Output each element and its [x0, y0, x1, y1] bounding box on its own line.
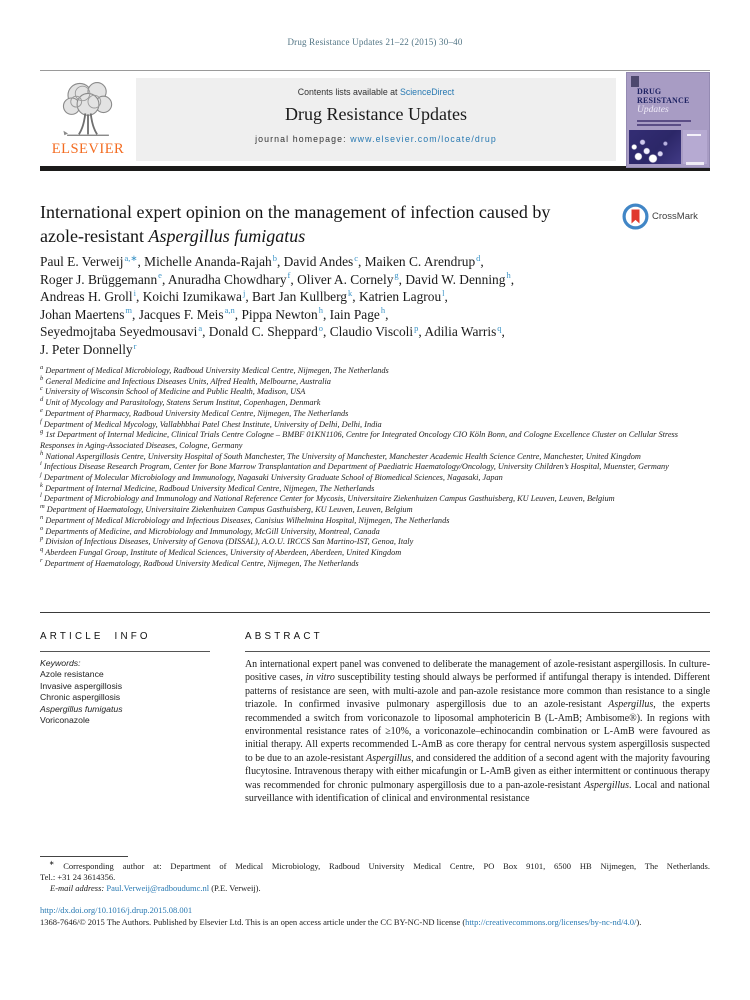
author-affiliation-superscript: k: [348, 287, 353, 298]
abstract-italic-segment: Aspergillus: [608, 699, 654, 711]
author-line: Johan Maertens$^m$, Jacques F. Meis$^{a,n}$, Pippa Newton$^h$, Iain Page$^h$,: [40, 305, 389, 322]
affiliation-item: $^q$ Aberdeen Fungal Group, Institute of Medical Sciences, University of Aberdeen, Aberdeen, United Kingdom: [40, 546, 402, 557]
keyword-item: Invasive aspergillosis: [40, 680, 123, 691]
author-affiliation-superscript: o: [318, 322, 324, 333]
cover-subtitle-bar2: [637, 124, 681, 126]
article-info-heading: ARTICLE INFO: [40, 631, 151, 642]
article-title: [40, 201, 592, 248]
affiliation-superscript: a: [40, 364, 44, 372]
abstract-segment: , and considered the addition of a second agent with the majority favouring flucytosine. Intravenous therapy with either micafungin or L-AmB given as either intermittent or continuous therapy was recommended for chronic pulmonary aspergillosis due to a pan-azole-resistant: [245, 752, 710, 791]
journal-info-box: [136, 78, 616, 161]
affiliation-item: $^e$ Department of Pharmacy, Radboud University Medical Centre, Nijmegen, The Netherlands: [40, 407, 349, 418]
author-name: Katrien Lagrou: [358, 289, 442, 305]
license-link[interactable]: http://creativecommons.org/licenses/by-nc-nd/4.0/: [465, 917, 637, 927]
author-affiliation-superscript: h: [380, 305, 386, 316]
corresponding-author-note: [40, 861, 710, 872]
author-affiliation-superscript: d: [476, 252, 481, 263]
author-affiliation-superscript: f: [287, 270, 291, 281]
affiliation-superscript: e: [40, 407, 43, 415]
abstract-text: [245, 658, 710, 805]
affiliation-item: $^l$ Department of Microbiology and Immunology and National Reference Center for Mycosis, Universitaire Ziekenhuizen Campus Gasthuisberg, KU Leuven, Leuven, Belgium: [40, 492, 615, 504]
author-affiliation-superscript: i: [133, 287, 136, 298]
affiliation-superscript: q: [40, 546, 44, 554]
author-affiliation-superscript: h: [506, 270, 511, 281]
affiliation-superscript: f: [40, 417, 42, 425]
affiliation-superscript: i: [40, 460, 42, 468]
affiliation-item: $^d$ Unit of Mycology and Parasitology, Statens Serum Institut, Copenhagen, Denmark: [40, 396, 321, 408]
author-affiliation-superscript: g: [394, 270, 399, 281]
banner-row: [40, 78, 710, 161]
affiliation-item: $^a$ Department of Medical Microbiology, Radboud University Medical Centre, Nijmegen, The Netherlands: [40, 364, 389, 375]
affiliation-item: $^o$ Departments of Medicine, and Microbiology and Immunology, McGill University, Montreal, Canada: [40, 524, 380, 536]
affiliation-superscript: g: [40, 428, 44, 436]
affiliation-item: $^g$ 1st Department of Internal Medicine, Clinical Trials Centre Cologne – BMBF 01KN1106, Centre for Integrated Oncology CIO Köln Bonn, and Cologne Excellence Cluster on Cellular Stress Responses in Aging-Associated Diseases, Cologne, Germany: [40, 428, 678, 450]
author-affiliation-superscript: e: [158, 270, 162, 281]
affiliation-superscript: j: [40, 471, 42, 479]
affiliation-item: $^r$ Department of Haematology, Radboud University Medical Centre, Nijmegen, The Netherlands: [40, 556, 359, 568]
journal-title: Drug Resistance Updates: [285, 104, 467, 124]
author-name: J. Peter Donnelly: [40, 341, 133, 357]
copyright-line: [40, 917, 730, 927]
cover-publisher-bar: [686, 162, 704, 165]
homepage-line: [136, 134, 616, 144]
author-list: [40, 253, 688, 359]
author-affiliation-superscript: a: [198, 322, 203, 333]
journal-banner: [40, 70, 710, 171]
cover-subtitle-bar: [637, 120, 691, 122]
keywords-list: [40, 669, 236, 726]
author-line: Paul E. Verweij$^{a,∗}$, Michelle Ananda-Rajah$^b$, David Andes$^c$, Maiken C. Arendrup$^d$,: [40, 252, 484, 269]
author-line: Andreas H. Groll$^i$, Koichi Izumikawa$^j$, Bart Jan Kullberg$^k$, Katrien Lagrou$^l$,: [40, 287, 448, 305]
homepage-link[interactable]: www.elsevier.com/locate/drup: [350, 134, 497, 144]
cover-elsevier-mark: [631, 76, 639, 87]
abstract-segment: . Local and national surveillance with identification of clinical and environmental resistance: [245, 779, 711, 805]
copyright-suffix: ).: [636, 917, 642, 927]
affiliation-superscript: l: [40, 492, 42, 500]
author-line: [40, 341, 688, 359]
abstract-segment: susceptibility testing should always be performed if antifungal therapy is intended. Different patterns of resistance are seen, with multi-azole and pan-azole resistance more common than resistance to a single triazole. In confirmed invasive pulmonary aspergillosis due to an azole-resistant: [245, 672, 710, 711]
email-suffix: (P.E. Verweij).: [209, 883, 261, 894]
author-affiliation-superscript: h: [318, 305, 323, 316]
affiliation-superscript: r: [40, 556, 43, 564]
article-info-rule: [40, 651, 210, 652]
author-affiliation-superscript: q: [497, 322, 502, 333]
article-info-column: [40, 630, 236, 726]
email-link[interactable]: Paul.Verweij@radboudumc.nl: [106, 883, 210, 894]
doi-link[interactable]: http://dx.doi.org/10.1016/j.drup.2015.08.001: [40, 905, 193, 915]
abstract-heading: ABSTRACT: [245, 631, 323, 642]
sciencedirect-link[interactable]: ScienceDirect: [399, 87, 455, 97]
author-affiliation-superscript: p: [414, 322, 419, 333]
affiliation-superscript: k: [40, 481, 43, 489]
banner-top-rule: [40, 70, 710, 71]
cover-side-strip: [683, 130, 707, 164]
footnote-rule: [40, 856, 128, 857]
author-line: Seyedmojtaba Seyedmousavi$^a$, Donald C. Sheppard$^o$, Claudio Viscoli$^p$, Adilia Warris$^q$,: [40, 322, 505, 340]
abstract-italic-segment: Aspergillus: [584, 779, 629, 791]
author-name: Donald C. Sheppard: [208, 324, 318, 340]
footnote-block: [40, 861, 710, 895]
author-name: Bart Jan Kullberg: [252, 289, 348, 305]
email-line: [50, 883, 710, 894]
author-name: Roger J. Brüggemann: [40, 271, 158, 287]
affiliation-item: $^h$ National Aspergillosis Centre, University Hospital of South Manchester, The University of Manchester, Manchester Academic Health Science Centre, Manchester, United Kingdom: [40, 449, 641, 461]
affiliation-item: $^k$ Department of Internal Medicine, Radboud University Medical Centre, Nijmegen, The Netherlands: [40, 481, 375, 493]
affiliation-superscript: o: [40, 524, 44, 532]
author-name: David W. Denning: [405, 271, 506, 287]
email-label: E-mail address:: [50, 883, 105, 894]
keywords-block: [40, 658, 236, 726]
corresponding-note-text: Corresponding author at: Department of Medical Microbiology, Radboud University Medical Centre, PO Box 9101, 6500 HB Nijmegen, The Netherlands.: [63, 861, 710, 871]
section-divider: [40, 612, 710, 613]
keyword-item: Voriconazole: [40, 715, 90, 726]
affiliation-superscript: d: [40, 396, 44, 404]
elsevier-tree-icon: [49, 78, 127, 138]
affiliation-item: $^b$ General Medicine and Infectious Diseases Units, Alfred Health, Melbourne, Australia: [40, 374, 331, 386]
footnote-star: ∗: [49, 860, 55, 868]
journal-cover-thumbnail[interactable]: [626, 72, 710, 168]
author-affiliation-superscript: m: [125, 305, 133, 316]
elsevier-logo[interactable]: [40, 78, 136, 161]
author-name: Koichi Izumikawa: [142, 289, 242, 305]
affiliation-item: $^f$ Department of Medical Mycology, Vallabhbhai Patel Chest Institute, University of Delhi, Delhi, India: [40, 417, 382, 429]
article-title-text: International expert opinion on the management of infection caused by azole-resistant: [40, 202, 551, 246]
author-affiliation-superscript: l: [442, 287, 445, 298]
author-name: Michelle Ananda-Rajah: [144, 254, 272, 269]
contents-line: [136, 87, 616, 97]
author-name: Maiken C. Arendrup: [364, 254, 476, 269]
cover-strip-text-bar: [687, 134, 701, 136]
author-affiliation-superscript: c: [354, 252, 359, 263]
keywords-label: Keywords:: [40, 658, 81, 668]
author-name: Pippa Newton: [241, 306, 318, 322]
author-name: Seyedmojtaba Seyedmousavi: [40, 324, 198, 340]
affiliation-superscript: b: [40, 374, 44, 382]
abstract-segment: , the experts recommended a switch from voriconazole to liposomal amphotericin B (L-AmB; Ambisome®). In regions with environmental resistance rates of ≥10%, a voriconazole–echinocandin combination or L-AmB were favoured as initial therapy. All experts recommended L-AmB as core therapy for central nervous system aspergillosis suspected to be due to an azole-resistant: [245, 699, 710, 764]
contents-prefix: Contents lists available at: [297, 87, 400, 97]
abstract-rule: [245, 651, 710, 652]
abstract-italic-segment: in vitro: [305, 672, 335, 684]
author-name: Iain Page: [329, 306, 380, 322]
journal-citation: Drug Resistance Updates 21–22 (2015) 30–40: [287, 37, 463, 47]
affiliation-item: $^j$ Department of Molecular Microbiology and Immunology, Nagasaki University Graduate School of Biomedical Sciences, Nagasaki, Japan: [40, 471, 503, 483]
affiliation-superscript: h: [40, 449, 44, 457]
affiliation-superscript: c: [40, 385, 43, 393]
elsevier-wordmark: ELSEVIER: [51, 141, 125, 157]
keyword-item: Aspergillus fumigatus: [40, 703, 123, 714]
banner-black-bar: [40, 166, 710, 171]
article-title-italic: Aspergillus fumigatus: [148, 225, 306, 246]
author-name: David Andes: [283, 254, 354, 269]
affiliation-list: [40, 366, 710, 569]
author-affiliation-superscript: j: [242, 287, 246, 298]
author-name: Andreas H. Groll: [40, 289, 133, 305]
affiliation-superscript: p: [40, 535, 44, 543]
affiliation-item: $^p$ Division of Infectious Diseases, University of Genova (DISSAL), A.O.U. IRCCS San Martino-IST, Genoa, Italy: [40, 535, 414, 547]
author-name: Johan Maertens: [40, 306, 125, 322]
affiliation-item: $^c$ University of Wisconsin School of Medicine and Public Health, Madison, USA: [40, 385, 306, 397]
author-name: Oliver A. Cornely: [297, 271, 394, 287]
author-affiliation-superscript: a,∗: [124, 252, 138, 263]
cover-artwork: [629, 130, 681, 164]
crossmark-label: CrossMark: [652, 211, 698, 222]
author-line: Roger J. Brüggemann$^e$, Anuradha Chowdhary$^f$, Oliver A. Cornely$^g$, David W. Denning$^h$,: [40, 270, 515, 287]
author-name: Claudio Viscoli: [329, 324, 414, 340]
cover-title-line2: RESISTANCE: [637, 96, 690, 105]
homepage-prefix: journal homepage:: [255, 134, 351, 144]
crossmark-badge[interactable]: [622, 203, 698, 230]
author-affiliation-superscript: r: [133, 340, 137, 351]
affiliation-superscript: n: [40, 514, 44, 522]
abstract-column: [245, 630, 710, 805]
crossmark-icon: [622, 203, 649, 230]
abstract-italic-segment: Aspergillus: [366, 752, 412, 764]
author-affiliation-superscript: a,n: [224, 305, 235, 316]
affiliation-superscript: m: [40, 503, 45, 511]
author-name: Jacques F. Meis: [138, 306, 224, 322]
affiliation-item: $^m$ Department of Haematology, Universitaire Ziekenhuizen Campus Gasthuisberg, KU Leuven, Leuven, Belgium: [40, 503, 413, 515]
cover-title-line3: Updates: [637, 105, 669, 115]
cover-title-line1: DRUG: [637, 87, 662, 96]
abstract-segment: An international expert panel was convened to deliberate the management of azole-resistant aspergillosis. In culture-positive cases,: [245, 659, 710, 684]
keyword-item: Chronic aspergillosis: [40, 692, 121, 703]
affiliation-item: $^n$ Department of Medical Microbiology and Infectious Diseases, Canisius Wilhelmina Hospital, Nijmegen, The Netherlands: [40, 514, 450, 525]
affiliation-item: $^i$ Infectious Disease Research Program, Center for Bone Marrow Transplantation and Department of Paediatric Haematology/Oncology, University Children’s Hospital, Muenster, Germany: [40, 460, 669, 472]
telephone-line: Tel.: +31 24 3614356.: [40, 872, 116, 883]
author-name: Adilia Warris: [424, 324, 497, 340]
author-name: Paul E. Verweij: [40, 254, 124, 269]
copyright-text: 1368-7646/© 2015 The Authors. Published by Elsevier Ltd. This is an open access article under the CC BY-NC-ND license (: [40, 917, 466, 927]
author-name: Anuradha Chowdhary: [167, 271, 287, 287]
author-affiliation-superscript: b: [272, 252, 277, 263]
keyword-item: Azole resistance: [40, 669, 104, 680]
